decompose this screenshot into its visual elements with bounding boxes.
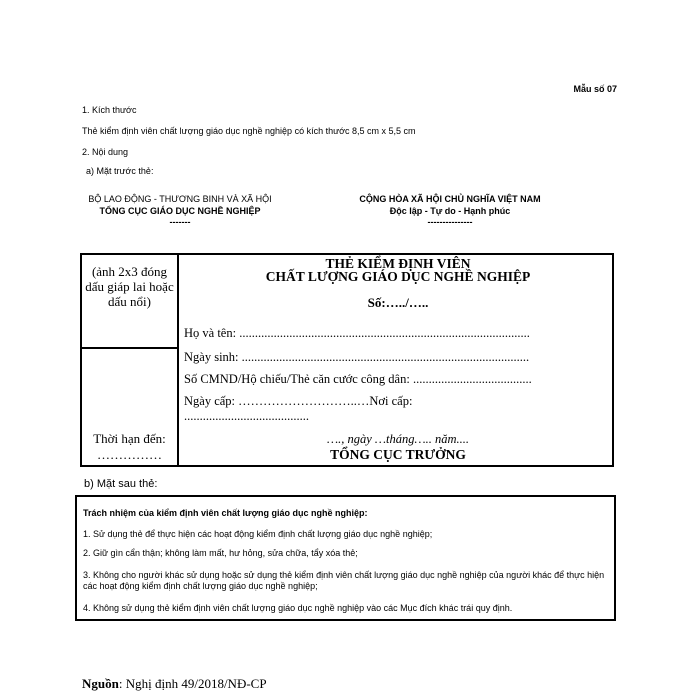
card-front bbox=[80, 253, 614, 467]
responsibility-item: 3. Không cho người khác sử dụng hoặc sử dụng thẻ kiểm định viên chất lượng giáo dục nghề nghiệp của người khác để thực hiện các hoạt động kiểm định chất lượng giáo dục nghề nghiệp; bbox=[83, 570, 605, 591]
expiry-label: Thời hạn đến: bbox=[93, 431, 166, 446]
responsibility-item: 4. Không sử dụng thẻ kiểm định viên chất lượng giáo dục nghề nghiệp vào các Mục đích khác trái quy định. bbox=[83, 603, 513, 613]
responsibility-title: Trách nhiệm của kiểm định viên chất lượng giáo dục nghề nghiệp: bbox=[83, 508, 368, 518]
date-line: …., ngày …tháng….. năm.... bbox=[326, 432, 470, 446]
responsibility-item: 2. Giữ gìn cẩn thận; không làm mất, hư hỏng, sửa chữa, tẩy xóa thẻ; bbox=[83, 548, 358, 558]
card-title-line2: CHẤT LƯỢNG GIÁO DỤC NGHỀ NGHIỆP bbox=[265, 269, 531, 284]
source-line bbox=[82, 676, 267, 692]
header-right bbox=[325, 193, 575, 227]
dob-field: Ngày sinh: ............................................................................................ bbox=[184, 350, 530, 364]
expiry-dots: …………… bbox=[97, 447, 162, 462]
card-title bbox=[182, 257, 614, 283]
expiry-cell bbox=[82, 349, 179, 465]
responsibility-item: 1. Sử dụng thẻ để thực hiện các hoạt động kiểm định chất lượng giáo dục nghề nghiệp; bbox=[83, 529, 433, 539]
right-rule: --------------- bbox=[427, 217, 473, 227]
ministry-name: BỘ LAO ĐỘNG - THƯƠNG BINH VÀ XÃ HỘI bbox=[88, 194, 272, 204]
motto: Độc lập - Tự do - Hạnh phúc bbox=[389, 206, 511, 216]
source-label: Nguồn bbox=[82, 676, 119, 691]
photo-cell bbox=[82, 255, 179, 349]
front-label: a) Mặt trước thẻ: bbox=[86, 166, 154, 176]
content-heading: 2. Nội dung bbox=[82, 147, 129, 157]
header-left bbox=[80, 193, 280, 227]
size-heading: 1. Kích thước bbox=[82, 105, 137, 115]
photo-note: (ảnh 2x3 đóng dấu giáp lai hoặc dấu nổi) bbox=[85, 264, 174, 309]
form-number: Mẫu số 07 bbox=[573, 84, 617, 94]
signer-title: TỔNG CỤC TRƯỞNG bbox=[330, 447, 466, 462]
source-text: : Nghị định 49/2018/NĐ-CP bbox=[118, 676, 267, 691]
department-name: TỔNG CỤC GIÁO DỤC NGHỀ NGHIỆP bbox=[99, 206, 261, 216]
left-rule: ------- bbox=[169, 217, 191, 227]
issue-field: Ngày cấp: ………………………..…Nơi cấp: ........................................ bbox=[184, 394, 413, 423]
card-back bbox=[75, 495, 616, 621]
card-title-line1: THẺ KIỂM ĐỊNH VIÊN bbox=[325, 256, 471, 271]
name-field: Họ và tên: ............................................................................................. bbox=[184, 326, 530, 340]
back-label: b) Mặt sau thẻ: bbox=[84, 478, 158, 490]
country-name: CỘNG HÒA XÃ HỘI CHỦ NGHĨA VIỆT NAM bbox=[359, 194, 541, 204]
id-field: Số CMND/Hộ chiếu/Thẻ căn cước công dân: ...................................... bbox=[184, 372, 532, 386]
expiry-block bbox=[82, 431, 177, 463]
size-text: Thẻ kiểm định viên chất lượng giáo dục nghề nghiệp có kích thước 8,5 cm x 5,5 cm bbox=[82, 126, 416, 136]
card-number: Số:…../….. bbox=[367, 295, 429, 310]
